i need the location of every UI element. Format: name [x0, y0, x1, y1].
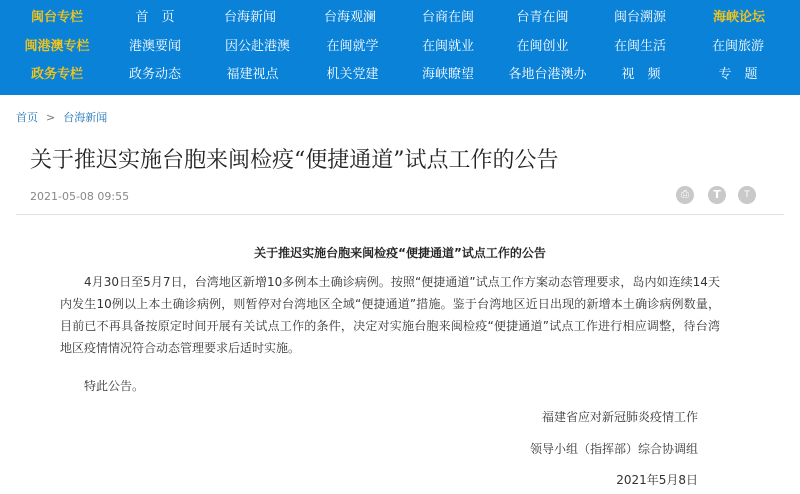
page-title: 关于推迟实施台胞来闽检疫“便捷通道”试点工作的公告	[30, 148, 559, 173]
divider	[16, 214, 784, 215]
nav-gangao-news[interactable]: 港澳要闻	[128, 39, 181, 54]
nav-party-building[interactable]: 机关党建	[326, 67, 379, 82]
article-heading: 关于推迟实施台胞来闽检疫“便捷通道”试点工作的公告	[254, 246, 546, 260]
publish-date: 2021-05-08 09:55	[30, 190, 130, 203]
nav-video[interactable]: 视 频	[621, 67, 661, 82]
font-small-icon[interactable]: T	[738, 186, 756, 204]
nav-strait-watch[interactable]: 海峡瞭望	[421, 67, 474, 82]
signature-organization: 福建省应对新冠肺炎疫情工作	[541, 410, 698, 424]
breadcrumb	[16, 109, 107, 125]
nav-government-news[interactable]: 政务动态	[128, 67, 181, 82]
nav-local-offices[interactable]: 各地台港澳办	[508, 67, 587, 82]
nav-minta-column[interactable]: 闽台专栏	[30, 10, 83, 25]
signature-group: 领导小组（指挥部）综合协调组	[529, 442, 698, 456]
nav-taiqing[interactable]: 台青在闽	[516, 10, 569, 25]
nav-study[interactable]: 在闽就学	[326, 39, 379, 54]
article-paragraph: 4月30日至5月7日，台湾地区新增10多例本土确诊病例。按照“便捷通道”试点工作方案动态管理要求，岛内如连续14天内发生10例以上本土确诊病例，则暂停对台湾地区全域“便捷通道”措施。鉴于台湾地区近日出现的新增本土确诊病例数量，目前已不再具备按原定时间开展有关试点工作的条件，决定对实施台胞来闽检疫“便捷通道”试点工作进行相应调整，待台湾地区疫情情况符合动态管理要求后适时实施。	[60, 275, 720, 355]
nav-taishang[interactable]: 台商在闽	[421, 10, 474, 25]
nav-entrepreneurship[interactable]: 在闽创业	[516, 39, 569, 54]
nav-government-column[interactable]: 政务专栏	[30, 67, 83, 82]
breadcrumb-current[interactable]: 台海新闻	[63, 111, 108, 124]
nav-travel[interactable]: 在闽旅游	[711, 39, 764, 54]
article-closing: 特此公告。	[84, 379, 145, 393]
breadcrumb-separator: >	[46, 111, 56, 124]
nav-home[interactable]: 首 页	[135, 10, 175, 25]
nav-gongfu-gangao[interactable]: 因公赴港澳	[224, 39, 290, 54]
top-navigation	[0, 0, 800, 95]
nav-mingang-column[interactable]: 闽港澳专栏	[24, 39, 90, 54]
nav-topics[interactable]: 专 题	[718, 67, 758, 82]
breadcrumb-home[interactable]: 首页	[16, 111, 38, 124]
nav-life[interactable]: 在闽生活	[613, 39, 666, 54]
print-icon[interactable]: ⎙	[676, 186, 694, 204]
nav-taihai-guanlan[interactable]: 台海观澜	[323, 10, 376, 25]
nav-fujian-view[interactable]: 福建视点	[226, 67, 279, 82]
nav-strait-forum[interactable]: 海峡论坛	[712, 10, 765, 25]
nav-mintai-suyuan[interactable]: 闽台溯源	[613, 10, 666, 25]
signature-date: 2021年5月8日	[616, 473, 698, 487]
nav-employment[interactable]: 在闽就业	[421, 39, 474, 54]
nav-taihai-news[interactable]: 台海新闻	[223, 10, 276, 25]
font-large-icon[interactable]: T	[708, 186, 726, 204]
